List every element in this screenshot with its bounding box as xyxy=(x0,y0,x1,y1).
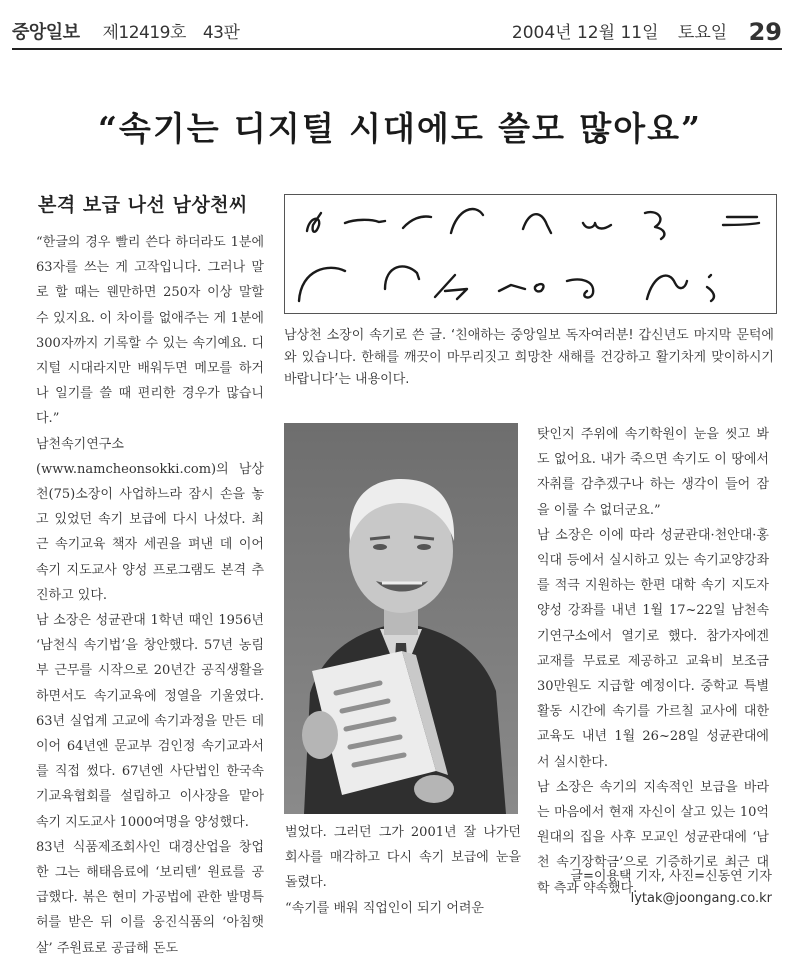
bottom-paragraph-1: 벌었다. 그러던 그가 2001년 잘 나가던 회사를 매각하고 다시 속기 보급에 눈을 돌렸다. xyxy=(285,825,521,891)
left-paragraph-1: “한글의 경우 빨리 쓴다 하더라도 1분에 63자를 쓰는 게 고작입니다. 그러나 말로 할 때는 웬만하면 250자 이상 말할 수 있지요. 이 차이를 없애주는 게 1분에 300자까지 기록할 수 있는 속기예요. 디지털 시대라지만 배워두면 메모를 하거나 일기를 쓸 때 편리한 경우가 많습니다.” xyxy=(36,235,264,427)
left-column xyxy=(36,230,264,961)
bottom-paragraph-2: “속기를 배워 직업인이 되기 어려운 xyxy=(285,900,484,916)
portrait-illustration xyxy=(284,423,518,814)
bottom-column xyxy=(285,820,521,921)
masthead-left xyxy=(12,18,239,44)
subheadline: 본격 보급 나선 남상천씨 xyxy=(38,194,248,216)
reporter-email[interactable]: lytak@joongang.co.kr xyxy=(630,891,772,906)
right-column xyxy=(537,422,769,901)
portrait-photo xyxy=(284,423,518,814)
page-number: 29 xyxy=(748,18,782,46)
masthead xyxy=(12,16,782,50)
shorthand-sample xyxy=(284,194,777,314)
left-paragraph-2: 남천속기연구소(www.namcheonsokki.com)의 남상천(75)소장이 사업하느라 잠시 손을 놓고 있었던 속기 보급에 다시 나섰다. 최근 속기교육 책자 세권을 펴낸 데 이어 속기 지도교사 양성 프로그램도 본격 추진하고 있다. xyxy=(36,436,264,603)
right-paragraph-3: 남 소장은 속기의 지속적인 보급을 바라는 마음에서 현재 자신이 살고 있는 10억원대의 집을 사후 모교인 성균관대에 ‘남천 속기장학금’으로 기증하기로 최근 대학 측과 약속했다. xyxy=(537,779,769,896)
paper-name: 중앙일보 xyxy=(12,22,80,43)
byline: 글=이용택 기자, 사진=신동연 기자 xyxy=(570,869,772,884)
right-paragraph-2: 남 소장은 이에 따라 성균관대·천안대·홍익대 등에서 실시하고 있는 속기교양강좌를 적극 지원하는 한편 대학 속기 지도자 양성 강좌를 내년 1월 17~22일 남천속기연구소에서 열기로 했다. 참가자에겐 교재를 무료로 제공하고 교육비 보조금 30만원도 지급할 예정이다. 중학교 특별활동 시간에 속기를 가르칠 교사에 대한 교육도 내년 1월 26~28일 성균관대에서 실시한다. xyxy=(537,527,769,770)
left-paragraph-3: 남 소장은 성균관대 1학년 때인 1956년 ‘남천식 속기법’을 창안했다. 57년 농림부 근무를 시작으로 20년간 공직생활을 하면서도 속기교육에 정열을 기울였다. 63년 실업계 고교에 속기과정을 만든 데 이어 64년엔 문교부 검인정 속기교과서를 직접 썼다. 67년엔 사단법인 한국속기교육협회를 설립하고 이사장을 맡아 속기 지도교사 1000여명을 양성했다. xyxy=(36,613,264,830)
headline: “속기는 디지털 시대에도 쓸모 많아요” xyxy=(97,109,703,148)
edition: 43판 xyxy=(202,23,240,43)
shorthand-strokes-illustration xyxy=(285,195,778,315)
issue-number: 제12419호 xyxy=(102,23,186,43)
shorthand-caption: 남상천 소장이 속기로 쓴 글. ‘친애하는 중앙일보 독자여러분! 갑신년도 마지막 문턱에 와 있습니다. 한해를 깨끗이 마무리짓고 희망찬 새해를 건강하고 활기차게 맞이하시기 바랍니다’는 내용이다. xyxy=(284,328,774,387)
left-paragraph-4: 83년 식품제조회사인 대경산업을 창업한 그는 해태음료에 ‘보리텐’ 원료를 공급했다. 볶은 현미 가공법에 관한 발명특허를 받은 뒤 이를 웅진식품의 ‘아침햇살’ 주원료로 공급해 돈도 xyxy=(36,839,264,956)
publication-date: 2004년 12월 11일 xyxy=(511,23,659,43)
right-paragraph-1: 탓인지 주위에 속기학원이 눈을 씻고 봐도 없어요. 내가 죽으면 속기도 이 땅에서 자취를 감추겠구나 하는 생각이 들어 잠을 이룰 수 없더군요.” xyxy=(537,427,769,518)
masthead-right xyxy=(512,16,782,44)
day-of-week: 토요일 xyxy=(677,23,728,43)
